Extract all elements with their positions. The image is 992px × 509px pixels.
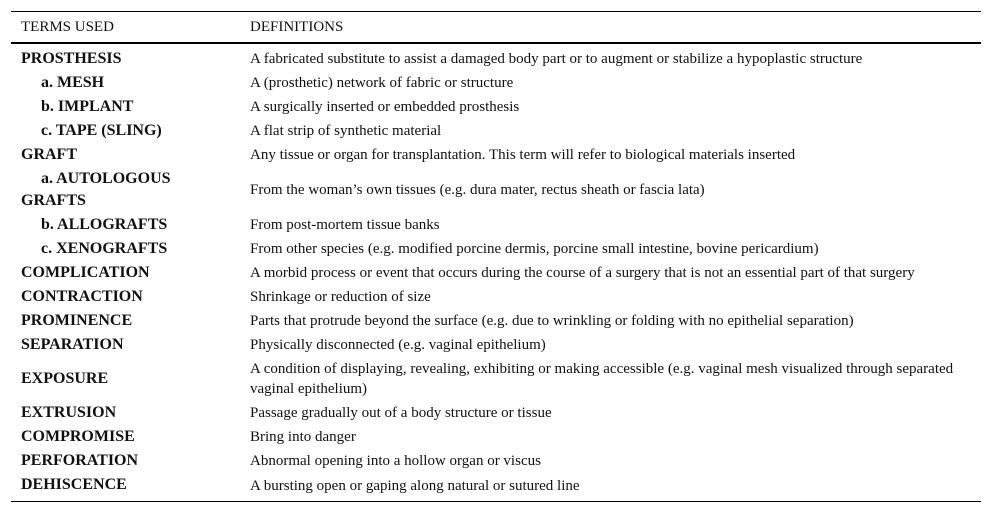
table-row bbox=[11, 285, 981, 309]
table-row bbox=[11, 95, 981, 119]
table-header-row bbox=[11, 12, 981, 44]
term-text: c. XENOGRAFTS bbox=[41, 240, 168, 257]
term-cell: PROMINENCE bbox=[21, 312, 133, 329]
definition-cell: Any tissue or organ for transplantation. This term will refer to biological materials inserted bbox=[250, 147, 796, 163]
term-cell: COMPROMISE bbox=[21, 428, 135, 445]
definition-cell: A bursting open or gaping along natural or sutured line bbox=[250, 477, 580, 494]
definition-cell: A (prosthetic) network of fabric or structure bbox=[250, 75, 514, 91]
table-row bbox=[11, 213, 981, 237]
term-text: c. TAPE (SLING) bbox=[41, 122, 162, 139]
term-cell: EXTRUSION bbox=[21, 404, 117, 421]
definition-cell: Shrinkage or reduction of size bbox=[250, 289, 431, 305]
header-terms-used: TERMS USED bbox=[21, 18, 114, 35]
term-text: b. IMPLANT bbox=[41, 98, 134, 115]
table-row bbox=[11, 425, 981, 449]
term-cell bbox=[11, 237, 240, 261]
definition-cell: Passage gradually out of a body structure or tissue bbox=[250, 405, 552, 421]
table-row bbox=[11, 71, 981, 95]
table-row bbox=[11, 143, 981, 167]
definition-cell: From post-mortem tissue banks bbox=[250, 217, 440, 233]
definition-cell: A morbid process or event that occurs during the course of a surgery that is not an essential part of that surgery bbox=[250, 265, 915, 281]
term-text: b. ALLOGRAFTS bbox=[41, 216, 168, 233]
term-cell: SEPARATION bbox=[21, 336, 124, 353]
term-text-continued: GRAFTS bbox=[21, 192, 86, 209]
term-cell bbox=[11, 71, 240, 95]
term-cell: DEHISCENCE bbox=[21, 476, 127, 493]
terms-table-container bbox=[11, 11, 981, 502]
definition-cell: Parts that protrude beyond the surface (e.g. due to wrinkling or folding with no epithelial separation) bbox=[250, 313, 854, 329]
table-row bbox=[11, 119, 981, 143]
definition-cell: From the woman’s own tissues (e.g. dura mater, rectus sheath or fascia lata) bbox=[250, 182, 705, 198]
table-row bbox=[11, 167, 981, 213]
header-definitions: DEFINITIONS bbox=[250, 18, 344, 35]
definition-cell: A condition of displaying, revealing, exhibiting or making accessible (e.g. vaginal mesh visualized through separated vaginal epithelium) bbox=[250, 361, 954, 397]
term-cell: GRAFT bbox=[21, 146, 77, 163]
definition-cell: Abnormal opening into a hollow organ or viscus bbox=[250, 453, 541, 469]
term-cell: PROSTHESIS bbox=[21, 50, 122, 67]
table-row bbox=[11, 473, 981, 502]
term-cell bbox=[11, 167, 240, 213]
table-row bbox=[11, 237, 981, 261]
definition-cell: Bring into danger bbox=[250, 429, 356, 445]
table-row bbox=[11, 309, 981, 333]
definition-cell: From other species (e.g. modified porcine dermis, porcine small intestine, bovine pericardium) bbox=[250, 241, 819, 257]
definition-cell: A surgically inserted or embedded prosthesis bbox=[250, 99, 520, 115]
table-row bbox=[11, 449, 981, 473]
definition-cell: A fabricated substitute to assist a damaged body part or to augment or stabilize a hypoplastic structure bbox=[250, 50, 863, 67]
term-cell bbox=[11, 213, 240, 237]
table-row bbox=[11, 261, 981, 285]
term-cell bbox=[11, 119, 240, 143]
term-cell bbox=[11, 95, 240, 119]
table-row bbox=[11, 357, 981, 401]
term-text: a. AUTOLOGOUS bbox=[41, 170, 171, 187]
definition-cell: A flat strip of synthetic material bbox=[250, 123, 442, 139]
term-text: a. MESH bbox=[41, 74, 105, 91]
definition-cell: Physically disconnected (e.g. vaginal epithelium) bbox=[250, 337, 546, 353]
table-row bbox=[11, 401, 981, 425]
term-cell: PERFORATION bbox=[21, 452, 139, 469]
table-row bbox=[11, 43, 981, 71]
terms-definitions-table bbox=[11, 11, 981, 502]
term-cell: CONTRACTION bbox=[21, 288, 143, 305]
term-cell: COMPLICATION bbox=[21, 264, 150, 281]
table-row bbox=[11, 333, 981, 357]
term-cell: EXPOSURE bbox=[21, 370, 109, 387]
